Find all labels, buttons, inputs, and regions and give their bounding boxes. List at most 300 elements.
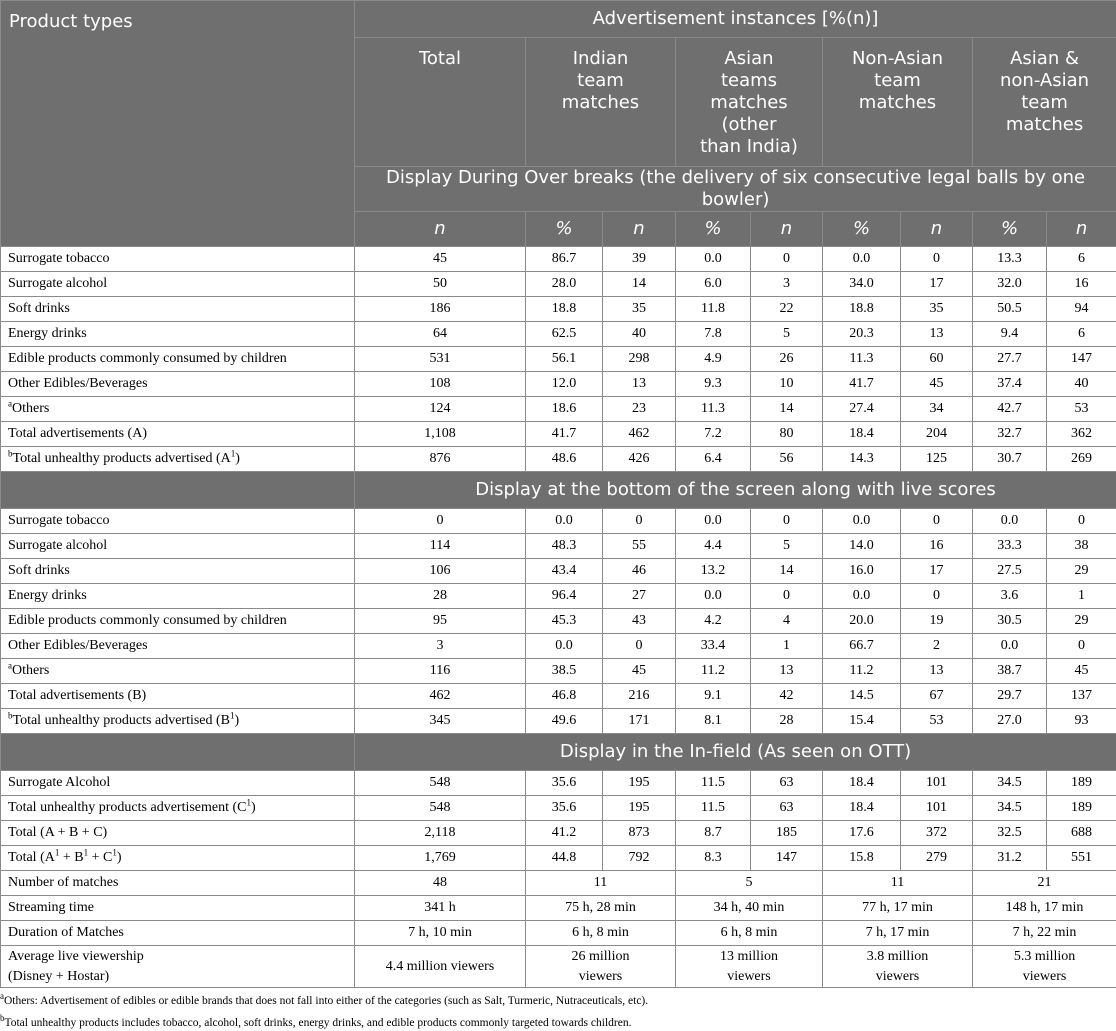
table-cell: 125 xyxy=(901,447,973,472)
footnote-marker: a xyxy=(8,660,12,671)
table-cell: 14 xyxy=(751,397,823,422)
table-cell: 16 xyxy=(901,534,973,559)
unit-header-5 xyxy=(823,212,901,247)
summary-cell xyxy=(526,946,676,988)
summary-cell: 77 h, 17 min xyxy=(823,896,973,921)
table-cell: 4.9 xyxy=(676,347,751,372)
table-cell: 195 xyxy=(603,796,676,821)
table-cell: 108 xyxy=(355,372,526,397)
table-cell: 13 xyxy=(901,322,973,347)
table-cell: 28 xyxy=(355,584,526,609)
table-cell: 298 xyxy=(603,347,676,372)
table-row xyxy=(1,771,1116,796)
table-cell: 18.8 xyxy=(526,297,603,322)
table-cell: 362 xyxy=(1047,422,1116,447)
table-cell: 18.4 xyxy=(823,771,901,796)
summary-cell xyxy=(676,946,823,988)
row-label xyxy=(1,846,355,871)
table-cell: 27.4 xyxy=(823,397,901,422)
table-row xyxy=(1,534,1116,559)
table-cell: 18.8 xyxy=(823,297,901,322)
footnote-marker: a xyxy=(8,398,12,409)
table-cell: 18.4 xyxy=(823,796,901,821)
row-label xyxy=(1,422,355,447)
table-cell: 17 xyxy=(901,272,973,297)
table-cell: 12.0 xyxy=(526,372,603,397)
table-cell: 0.0 xyxy=(823,584,901,609)
row-label xyxy=(1,509,355,534)
table-cell: 28 xyxy=(751,709,823,734)
table-cell: 0.0 xyxy=(823,509,901,534)
table-cell: 32.5 xyxy=(973,821,1047,846)
group-header-line: matches xyxy=(858,92,937,113)
footnote-marker: b xyxy=(0,1013,5,1024)
label-text: Surrogate alcohol xyxy=(8,538,108,553)
row-label xyxy=(1,684,355,709)
table-cell: 46 xyxy=(603,559,676,584)
table-cell: 147 xyxy=(751,846,823,871)
table-cell: 94 xyxy=(1047,297,1116,322)
table-cell: 95 xyxy=(355,609,526,634)
table-cell: 462 xyxy=(603,422,676,447)
table-cell: 60 xyxy=(901,347,973,372)
table-row xyxy=(1,821,1116,846)
table-cell: 38.7 xyxy=(973,659,1047,684)
table-cell: 4.2 xyxy=(676,609,751,634)
table-cell: 137 xyxy=(1047,684,1116,709)
label-text-end: ) xyxy=(234,713,240,728)
label-line: Average live viewership xyxy=(8,948,144,964)
table-row xyxy=(1,659,1116,684)
table-cell: 37.4 xyxy=(973,372,1047,397)
group-header-4 xyxy=(973,38,1116,167)
label-text-end: ) xyxy=(235,451,240,466)
footnote-text: Total unhealthy products includes tobacco, alcohol, soft drinks, energy drinks, and edible products commonly targeted towards children. xyxy=(4,1017,632,1029)
table-cell: 11.2 xyxy=(676,659,751,684)
summary-cell: 7 h, 10 min xyxy=(355,921,526,946)
label-text: Streaming time xyxy=(8,900,94,915)
label-text: Other Edibles/Beverages xyxy=(8,376,148,391)
label-text: Surrogate Alcohol xyxy=(8,775,111,790)
row-label xyxy=(1,634,355,659)
unit-header-3 xyxy=(676,212,751,247)
table-cell: 38 xyxy=(1047,534,1116,559)
table-cell: 35.6 xyxy=(526,771,603,796)
label-text: ) xyxy=(116,850,122,865)
table-cell: 11.2 xyxy=(823,659,901,684)
table-row xyxy=(1,634,1116,659)
table-cell: 0.0 xyxy=(823,247,901,272)
table-cell: 56.1 xyxy=(526,347,603,372)
summary-cell xyxy=(973,946,1116,988)
label-text: Other Edibles/Beverages xyxy=(8,638,148,653)
table-cell: 13 xyxy=(603,372,676,397)
table-cell: 4 xyxy=(751,609,823,634)
table-cell: 13 xyxy=(751,659,823,684)
table-cell: 30.5 xyxy=(973,609,1047,634)
row-label xyxy=(1,821,355,846)
table-cell: 372 xyxy=(901,821,973,846)
label-text: Total unhealthy products advertisement (C xyxy=(8,800,247,815)
summary-cell: 6 h, 8 min xyxy=(526,921,676,946)
table-cell: 49.6 xyxy=(526,709,603,734)
group-header-line: matches xyxy=(1005,114,1084,135)
table-cell: 6 xyxy=(1047,247,1116,272)
table-cell: 80 xyxy=(751,422,823,447)
table-cell: 101 xyxy=(901,796,973,821)
table-cell: 8.1 xyxy=(676,709,751,734)
row-label xyxy=(1,709,355,734)
group-header-line: Total xyxy=(418,48,462,69)
group-header-line: team xyxy=(577,70,624,91)
table-cell: 48.6 xyxy=(526,447,603,472)
table-cell: 0 xyxy=(603,634,676,659)
table-cell: 792 xyxy=(603,846,676,871)
summary-cell: 75 h, 28 min xyxy=(526,896,676,921)
table-row xyxy=(1,397,1116,422)
unit-header-6 xyxy=(901,212,973,247)
percent-label: % xyxy=(555,218,573,239)
summary-cell-line: 4.4 million viewers xyxy=(385,958,495,974)
label-text: Total (A + B + C) xyxy=(8,825,108,840)
table-cell: 45 xyxy=(355,247,526,272)
table-cell: 39 xyxy=(603,247,676,272)
table-cell: 34 xyxy=(901,397,973,422)
table-cell: 0 xyxy=(751,509,823,534)
group-header-1 xyxy=(526,38,676,167)
summary-cell: 48 xyxy=(355,871,526,896)
row-label xyxy=(1,771,355,796)
footnote xyxy=(0,1013,632,1030)
table-cell: 189 xyxy=(1047,771,1116,796)
summary-row xyxy=(1,871,1116,896)
table-cell: 688 xyxy=(1047,821,1116,846)
table-cell: 27.0 xyxy=(973,709,1047,734)
section-b-caption-blank xyxy=(1,472,355,509)
table-cell: 147 xyxy=(1047,347,1116,372)
row-label xyxy=(1,921,355,946)
group-header-line: team xyxy=(874,70,921,91)
table-cell: 34.5 xyxy=(973,796,1047,821)
summary-cell: 148 h, 17 min xyxy=(973,896,1116,921)
table-cell: 29 xyxy=(1047,609,1116,634)
table-cell: 0 xyxy=(751,247,823,272)
table-row xyxy=(1,509,1116,534)
label-text: Duration of Matches xyxy=(8,925,124,940)
table-cell: 6.4 xyxy=(676,447,751,472)
table-cell: 462 xyxy=(355,684,526,709)
table-cell: 40 xyxy=(1047,372,1116,397)
table-cell: 0.0 xyxy=(676,584,751,609)
table-cell: 34.5 xyxy=(973,771,1047,796)
table-cell: 20.0 xyxy=(823,609,901,634)
table-cell: 67 xyxy=(901,684,973,709)
table-cell: 44.8 xyxy=(526,846,603,871)
table-cell: 63 xyxy=(751,771,823,796)
row-label xyxy=(1,584,355,609)
table-cell: 42.7 xyxy=(973,397,1047,422)
label-text: Energy drinks xyxy=(8,588,87,603)
table-cell: 2,118 xyxy=(355,821,526,846)
label-superscript: 1 xyxy=(246,797,252,808)
group-header-line: Non-Asian xyxy=(851,48,944,69)
table-cell: 269 xyxy=(1047,447,1116,472)
table-cell: 204 xyxy=(901,422,973,447)
table-cell: 9.1 xyxy=(676,684,751,709)
table-cell: 50 xyxy=(355,272,526,297)
table-cell: 55 xyxy=(603,534,676,559)
percent-label: % xyxy=(852,218,871,239)
table-cell: 10 xyxy=(751,372,823,397)
group-header-line: matches xyxy=(710,92,788,113)
table-cell: 0 xyxy=(603,509,676,534)
table-cell: 15.4 xyxy=(823,709,901,734)
footnote-marker: a xyxy=(0,991,4,1002)
table-cell: 45.3 xyxy=(526,609,603,634)
percent-label: % xyxy=(704,218,722,239)
summary-cell-line: 3.8 million xyxy=(866,948,929,964)
table-cell: 876 xyxy=(355,447,526,472)
table-cell: 1,108 xyxy=(355,422,526,447)
unit-header-0 xyxy=(355,212,526,247)
group-header-2 xyxy=(676,38,823,167)
table-cell: 29 xyxy=(1047,559,1116,584)
section-a-caption-text: Display During Over breaks (the delivery of six consecutive legal balls by one bowler) xyxy=(385,167,1086,210)
table-cell: 531 xyxy=(355,347,526,372)
summary-cell: 7 h, 17 min xyxy=(823,921,973,946)
row-label xyxy=(1,247,355,272)
table-cell: 35 xyxy=(603,297,676,322)
group-header-line: teams xyxy=(720,70,778,91)
table-cell: 14 xyxy=(751,559,823,584)
summary-cell: 6 h, 8 min xyxy=(676,921,823,946)
header-row-title xyxy=(1,1,1116,38)
table-cell: 0 xyxy=(1047,634,1116,659)
table-cell: 13.2 xyxy=(676,559,751,584)
table-cell: 1,769 xyxy=(355,846,526,871)
table-cell: 66.7 xyxy=(823,634,901,659)
row-label xyxy=(1,372,355,397)
table-cell: 16.0 xyxy=(823,559,901,584)
n-label: n xyxy=(930,218,943,239)
table-cell: 1 xyxy=(751,634,823,659)
summary-row xyxy=(1,896,1116,921)
summary-row xyxy=(1,946,1116,988)
label-text: Others xyxy=(12,663,50,678)
table-row xyxy=(1,447,1116,472)
unit-header-1 xyxy=(526,212,603,247)
table-cell: 64 xyxy=(355,322,526,347)
table-cell: 189 xyxy=(1047,796,1116,821)
label-text: Surrogate alcohol xyxy=(8,276,108,291)
table-cell: 8.3 xyxy=(676,846,751,871)
group-header-line: Indian xyxy=(572,48,629,69)
table-cell: 23 xyxy=(603,397,676,422)
row-label xyxy=(1,796,355,821)
table-cell: 16 xyxy=(1047,272,1116,297)
table-cell: 33.3 xyxy=(973,534,1047,559)
section-b-caption-text: Display at the bottom of the screen along with live scores xyxy=(475,479,996,500)
n-label: n xyxy=(1075,218,1088,239)
row-label xyxy=(1,871,355,896)
table-cell: 86.7 xyxy=(526,247,603,272)
table-cell: 17 xyxy=(901,559,973,584)
label-text: Total unhealthy products advertised (B xyxy=(12,713,231,728)
label-text: Total advertisements (A) xyxy=(8,426,147,441)
table-cell: 48.3 xyxy=(526,534,603,559)
table-cell: 45 xyxy=(603,659,676,684)
summary-cell: 11 xyxy=(526,871,676,896)
label-text: Total (A xyxy=(8,850,55,865)
table-cell: 32.0 xyxy=(973,272,1047,297)
table-row xyxy=(1,347,1116,372)
label-text: Soft drinks xyxy=(8,563,70,578)
footnote-marker: b xyxy=(8,448,13,459)
table-cell: 13 xyxy=(901,659,973,684)
label-text: Energy drinks xyxy=(8,326,87,341)
table-cell: 56 xyxy=(751,447,823,472)
unit-header-7 xyxy=(973,212,1047,247)
table-cell: 15.8 xyxy=(823,846,901,871)
summary-cell: 341 h xyxy=(355,896,526,921)
table-cell: 0 xyxy=(751,584,823,609)
label-text: + C xyxy=(88,850,113,865)
group-header-line: than India) xyxy=(700,136,798,157)
table-cell: 53 xyxy=(1047,397,1116,422)
table-cell: 279 xyxy=(901,846,973,871)
row-label xyxy=(1,347,355,372)
table-cell: 11.5 xyxy=(676,796,751,821)
table-cell: 14.3 xyxy=(823,447,901,472)
label-text: Total unhealthy products advertised (A xyxy=(12,451,231,466)
row-label xyxy=(1,946,355,988)
footnote-text: Others: Advertisement of edibles or edible brands that does not fall into either of the categories (such as Salt, Turmeric, Nutraceuticals, etc). xyxy=(4,995,649,1007)
section-b-caption-row xyxy=(1,472,1116,509)
label-text: Surrogate tobacco xyxy=(8,251,110,266)
table-cell: 45 xyxy=(901,372,973,397)
label-superscript: 1 xyxy=(230,710,235,721)
table-cell: 216 xyxy=(603,684,676,709)
unit-header-8 xyxy=(1047,212,1116,247)
table-cell: 11.5 xyxy=(676,771,751,796)
summary-cell-line: viewers xyxy=(875,968,920,984)
table-cell: 34.0 xyxy=(823,272,901,297)
table-cell: 41.7 xyxy=(823,372,901,397)
table-cell: 43 xyxy=(603,609,676,634)
label-text: Soft drinks xyxy=(8,301,70,316)
summary-cell xyxy=(355,946,526,988)
summary-row xyxy=(1,921,1116,946)
table-cell: 426 xyxy=(603,447,676,472)
table-cell: 27.5 xyxy=(973,559,1047,584)
group-header-0 xyxy=(355,38,526,167)
table-cell: 45 xyxy=(1047,659,1116,684)
table-cell: 101 xyxy=(901,771,973,796)
product-types-header xyxy=(1,1,355,247)
table-cell: 0 xyxy=(1047,509,1116,534)
label-superscript: 1 xyxy=(112,847,117,858)
table-row xyxy=(1,796,1116,821)
unit-header-2 xyxy=(603,212,676,247)
label-text: Surrogate tobacco xyxy=(8,513,110,528)
label-line: (Disney + Hostar) xyxy=(8,968,110,984)
row-label xyxy=(1,659,355,684)
group-header-line: matches xyxy=(561,92,640,113)
table-cell: 0.0 xyxy=(676,509,751,534)
table-cell: 116 xyxy=(355,659,526,684)
table-cell: 93 xyxy=(1047,709,1116,734)
table-cell: 30.7 xyxy=(973,447,1047,472)
row-label xyxy=(1,322,355,347)
summary-cell-line: viewers xyxy=(727,968,771,984)
table-cell: 9.4 xyxy=(973,322,1047,347)
row-label xyxy=(1,397,355,422)
label-text-end: ) xyxy=(251,800,256,815)
table-row xyxy=(1,684,1116,709)
summary-cell-line: 5.3 million xyxy=(1013,948,1076,964)
n-label: n xyxy=(780,218,793,239)
table-cell: 186 xyxy=(355,297,526,322)
table-cell: 6.0 xyxy=(676,272,751,297)
label-text: Others xyxy=(12,401,50,416)
table-cell: 11.8 xyxy=(676,297,751,322)
table-cell: 5 xyxy=(751,534,823,559)
label-text: + B xyxy=(59,850,84,865)
table-row xyxy=(1,559,1116,584)
table-row xyxy=(1,372,1116,397)
footnote xyxy=(0,991,649,1008)
table-cell: 3 xyxy=(751,272,823,297)
table-cell: 0.0 xyxy=(526,509,603,534)
group-header-3 xyxy=(823,38,973,167)
table-cell: 53 xyxy=(901,709,973,734)
table-row xyxy=(1,422,1116,447)
table-cell: 14.5 xyxy=(823,684,901,709)
table-row xyxy=(1,272,1116,297)
table-cell: 114 xyxy=(355,534,526,559)
table-cell: 6 xyxy=(1047,322,1116,347)
section-a-caption xyxy=(355,167,1116,212)
table-cell: 62.5 xyxy=(526,322,603,347)
table-row xyxy=(1,584,1116,609)
table-cell: 3.6 xyxy=(973,584,1047,609)
table-cell: 40 xyxy=(603,322,676,347)
table-cell: 548 xyxy=(355,796,526,821)
n-label: n xyxy=(633,218,645,239)
table-cell: 195 xyxy=(603,771,676,796)
label-text: Number of matches xyxy=(8,875,119,890)
table-cell: 0.0 xyxy=(973,509,1047,534)
table-cell: 42 xyxy=(751,684,823,709)
ad-instances-header xyxy=(355,1,1116,38)
table-cell: 873 xyxy=(603,821,676,846)
label-text: Edible products commonly consumed by children xyxy=(8,351,287,366)
table-cell: 124 xyxy=(355,397,526,422)
summary-cell-line: 13 million xyxy=(720,948,778,964)
table-row xyxy=(1,846,1116,871)
table-cell: 9.3 xyxy=(676,372,751,397)
table-cell: 0 xyxy=(355,509,526,534)
table-row xyxy=(1,247,1116,272)
table-cell: 41.7 xyxy=(526,422,603,447)
table-cell: 14 xyxy=(603,272,676,297)
label-superscript: 1 xyxy=(83,847,89,858)
table-cell: 171 xyxy=(603,709,676,734)
table-row xyxy=(1,297,1116,322)
ad-instances-label: Advertisement instances [%(n)] xyxy=(592,8,879,29)
summary-cell: 21 xyxy=(973,871,1116,896)
table-cell: 185 xyxy=(751,821,823,846)
